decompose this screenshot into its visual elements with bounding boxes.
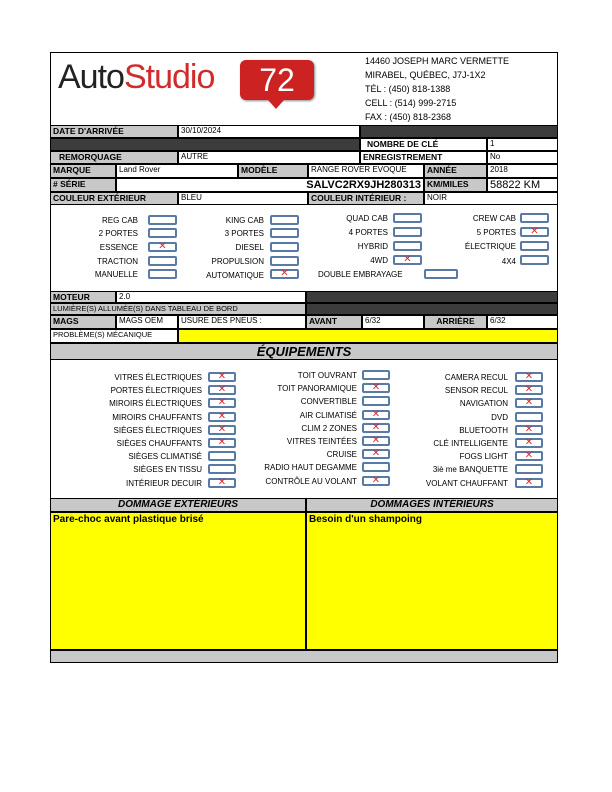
logo-badge-tail	[268, 100, 284, 109]
equipment-checkbox[interactable]	[208, 385, 236, 395]
company-logo	[58, 58, 214, 97]
opt-four-doors: 4 PORTES	[348, 228, 388, 237]
model-value: RANGE ROVER EVOQUE	[308, 164, 424, 178]
checkbox-quad-cab[interactable]	[393, 213, 422, 223]
checkbox-propulsion[interactable]	[270, 256, 299, 266]
equipment-checkbox[interactable]	[515, 425, 543, 435]
equipment-checkbox[interactable]	[208, 478, 236, 488]
phone-tel: TÉL : (450) 818-1388	[365, 84, 451, 94]
checkbox-king-cab[interactable]	[270, 215, 299, 225]
opt-4wd: 4WD	[370, 256, 388, 265]
equipment-checkbox[interactable]	[362, 370, 390, 380]
date-label: DATE D'ARRIVÉE	[50, 125, 178, 138]
check-mark-icon: ✕	[524, 423, 534, 435]
dark-bar-3	[306, 291, 558, 303]
registration-label: ENREGISTREMENT	[360, 151, 487, 164]
footer-bar	[50, 650, 558, 663]
check-mark-icon: ✕	[217, 476, 227, 488]
registration-value: No	[487, 151, 558, 164]
opt-three-doors: 3 PORTES	[224, 229, 264, 238]
checkbox-diesel[interactable]	[270, 242, 299, 252]
equipment-label: CONTRÔLE AU VOLANT	[265, 476, 357, 486]
address-line1: 14460 JOSEPH MARC VERMETTE	[365, 56, 510, 66]
equipment-checkbox[interactable]	[208, 412, 236, 422]
phone-cell: CELL : (514) 999-2715	[365, 98, 457, 108]
front-tire-value: 6/32	[362, 315, 424, 329]
check-mark-icon: ✕	[524, 397, 534, 409]
check-mark-icon: ✕	[403, 254, 412, 265]
opt-gas: ESSENCE	[99, 243, 138, 252]
opt-propulsion: PROPULSION	[211, 257, 264, 266]
keys-value: 1	[487, 138, 558, 151]
check-mark-icon: ✕	[371, 421, 381, 433]
equipment-label: CLIM 2 ZONES	[301, 423, 357, 433]
interior-damage-field[interactable]: Besoin d'un shampoing	[306, 512, 558, 650]
opt-automatic: AUTOMATIQUE	[206, 271, 264, 280]
check-mark-icon: ✕	[217, 384, 227, 396]
equipment-label: MIROIRS CHAUFFANTS	[112, 412, 202, 422]
check-mark-icon: ✕	[217, 437, 227, 448]
int-color-value: NOIR	[424, 192, 558, 205]
mags-label: MAGS	[50, 315, 116, 329]
check-mark-icon: ✕	[217, 410, 227, 422]
dark-bar-4	[306, 303, 558, 315]
mags-value: MAGS OEM	[116, 315, 178, 329]
equipment-checkbox[interactable]	[208, 464, 236, 474]
ext-color-label: COULEUR EXTÉRIEUR	[50, 192, 178, 205]
opt-quad-cab: QUAD CAB	[346, 214, 388, 223]
equipment-label: 3iè me BANQUETTE	[432, 465, 508, 475]
opt-five-doors: 5 PORTES	[476, 228, 516, 237]
equipment-label: SIÈGES CLIMATISÉ	[128, 452, 202, 462]
year-value: 2018	[487, 164, 558, 178]
interior-damage-title: DOMMAGES INTÉRIEURS	[306, 498, 558, 512]
check-mark-icon: ✕	[371, 382, 381, 394]
engine-label: MOTEUR	[50, 291, 116, 303]
phone-fax: FAX : (450) 818-2368	[365, 112, 452, 122]
equipment-label: CONVERTIBLE	[300, 397, 357, 407]
equipment-label: CRUISE	[326, 450, 357, 460]
equipment-label: VITRES TEINTÉES	[286, 437, 357, 446]
equipment-label: NAVIGATION	[459, 399, 508, 409]
equipment-checkbox[interactable]	[362, 462, 390, 472]
equipment-label: FOGS LIGHT	[459, 452, 508, 462]
equipment-checkbox[interactable]	[362, 383, 390, 393]
equipment-label: TOIT OUVRANT	[297, 371, 357, 380]
check-mark-icon: ✕	[371, 448, 381, 460]
checkbox-crew-cab[interactable]	[520, 213, 549, 223]
checkbox-4x4[interactable]	[520, 255, 549, 265]
equipment-label: TOIT PANORAMIQUE	[277, 384, 357, 394]
equipment-checkbox[interactable]	[362, 476, 390, 486]
checkbox-two-doors[interactable]	[148, 228, 177, 238]
opt-electric: ÉLECTRIQUE	[464, 242, 516, 251]
checkbox-4wd[interactable]	[393, 255, 422, 265]
checkbox-traction[interactable]	[148, 256, 177, 266]
equipment-label: CLÉ INTELLIGENTE	[433, 439, 508, 448]
checkbox-double-clutch[interactable]	[424, 269, 458, 279]
opt-hybrid: HYBRID	[357, 242, 388, 251]
exterior-damage-field[interactable]: Pare-choc avant plastique brisé	[50, 512, 306, 650]
check-mark-icon: ✕	[524, 476, 534, 488]
checkbox-electric[interactable]	[520, 241, 549, 251]
km-label: KM/MILES	[424, 178, 487, 192]
year-label: ANNÉE	[424, 164, 487, 178]
front-tire-label: AVANT	[306, 315, 362, 329]
ext-color-value: BLEU	[178, 192, 308, 205]
exterior-damage-title: DOMMAGE EXTÉRIEURS	[50, 498, 306, 512]
equipment-label: VOLANT CHAUFFANT	[425, 478, 508, 488]
equipment-checkbox[interactable]	[362, 436, 390, 446]
logo-studio: Studio	[123, 58, 215, 96]
int-color-label: COULEUR INTÉRIEUR :	[308, 192, 424, 205]
opt-traction: TRACTION	[97, 257, 138, 266]
tire-wear-label: USURE DES PNEUS :	[178, 315, 306, 329]
equipment-checkbox[interactable]	[362, 396, 390, 406]
check-mark-icon: ✕	[524, 450, 534, 462]
check-mark-icon: ✕	[158, 241, 167, 252]
checkbox-automatic[interactable]	[270, 269, 299, 279]
equipment-checkbox[interactable]	[515, 398, 543, 408]
check-mark-icon: ✕	[524, 384, 534, 396]
opt-two-doors: 2 PORTES	[98, 229, 138, 238]
equipment-checkbox[interactable]	[208, 425, 236, 435]
checkbox-five-doors[interactable]	[520, 227, 549, 237]
equipment-checkbox[interactable]	[208, 398, 236, 408]
checkbox-three-doors[interactable]	[270, 228, 299, 238]
opt-diesel: DIESEL	[235, 243, 264, 252]
check-mark-icon: ✕	[217, 397, 227, 409]
equipment-checkbox[interactable]	[362, 449, 390, 459]
engine-value: 2.0	[116, 291, 306, 303]
check-mark-icon: ✕	[280, 268, 289, 279]
equipment-checkbox[interactable]	[362, 423, 390, 433]
make-label: MARQUE	[50, 164, 116, 178]
equipment-label: CAMERA RECUL	[444, 373, 508, 382]
checkbox-manual[interactable]	[148, 269, 177, 279]
check-mark-icon: ✕	[217, 423, 227, 435]
check-mark-icon: ✕	[371, 474, 381, 486]
equipment-label: SENSOR RECUL	[444, 386, 508, 396]
dark-bar-2	[50, 138, 360, 151]
checkbox-reg-cab[interactable]	[148, 215, 177, 225]
mechanical-issues-label: PROBLÈME(S) MÉCANIQUE	[50, 329, 178, 343]
mechanical-issues-field[interactable]	[178, 329, 558, 343]
date-value: 30/10/2024	[178, 125, 360, 138]
equipment-label: SIÈGES CHAUFFANTS	[116, 439, 202, 448]
opt-crew-cab: CREW CAB	[472, 214, 516, 223]
rear-tire-value: 6/32	[487, 315, 558, 329]
trailer-label: REMORQUAGE	[50, 151, 178, 164]
opt-4x4: 4X4	[501, 257, 516, 266]
equipment-label: SIÈGES ÉLECTRIQUES	[113, 425, 202, 435]
logo-number: 72	[259, 62, 295, 98]
check-mark-icon: ✕	[217, 371, 227, 382]
equipment-checkbox[interactable]	[362, 410, 390, 420]
equipment-label: VITRES ÉLECTRIQUES	[114, 373, 202, 382]
equipment-title: ÉQUIPEMENTS	[50, 343, 558, 360]
equipment-checkbox[interactable]	[208, 438, 236, 448]
check-mark-icon: ✕	[530, 226, 539, 237]
rear-tire-label: ARRIÈRE	[424, 315, 487, 329]
model-label: MODÈLE	[238, 164, 308, 178]
equipment-label: AIR CLIMATISÉ	[299, 410, 357, 420]
equipment-label: RADIO HAUT DEGAMME	[264, 463, 357, 473]
km-value: 58822 KM	[487, 178, 558, 192]
equipment-checkbox[interactable]	[208, 451, 236, 461]
equipment-label: INTÉRIEUR DECUIR	[125, 478, 202, 488]
opt-double-clutch: DOUBLE EMBRAYAGE	[318, 270, 403, 279]
check-mark-icon: ✕	[371, 435, 381, 446]
dashboard-lights-label: LUMIÈRE(S) ALLUMÉE(S) DANS TABLEAU DE BORD	[50, 303, 306, 315]
equipment-checkbox[interactable]	[515, 464, 543, 474]
opt-manual: MANUELLE	[94, 270, 138, 279]
check-mark-icon: ✕	[524, 371, 534, 382]
logo-auto: Auto	[58, 58, 124, 96]
serial-label: # SÉRIE	[50, 178, 116, 192]
equipment-checkbox[interactable]	[515, 451, 543, 461]
check-mark-icon: ✕	[371, 408, 381, 420]
opt-king-cab: KING CAB	[225, 216, 264, 225]
equipment-checkbox[interactable]	[515, 385, 543, 395]
equipment-checkbox[interactable]	[515, 478, 543, 488]
checkbox-gas[interactable]	[148, 242, 177, 252]
checkbox-hybrid[interactable]	[393, 241, 422, 251]
make-value: Land Rover	[116, 164, 238, 178]
keys-label: NOMBRE DE CLÉ	[360, 138, 487, 151]
opt-reg-cab: REG CAB	[101, 216, 138, 225]
serial-value: SALVC2RX9JH280313	[116, 178, 424, 192]
checkbox-four-doors[interactable]	[393, 227, 422, 237]
equipment-label: DVD	[491, 412, 508, 422]
dark-bar-1	[360, 125, 558, 138]
equipment-checkbox[interactable]	[515, 412, 543, 422]
equipment-label: MIROIRS ÉLECTRIQUES	[109, 399, 202, 409]
equipment-checkbox[interactable]	[515, 372, 543, 382]
equipment-label: BLUETOOTH	[459, 425, 508, 435]
logo-badge	[240, 60, 314, 100]
address-line2: MIRABEL, QUÉBEC, J7J-1X2	[365, 70, 486, 80]
equipment-label: PORTES ÉLECTRIQUES	[110, 386, 202, 396]
check-mark-icon: ✕	[524, 437, 534, 448]
equipment-label: SIÈGES EN TISSU	[133, 465, 202, 475]
equipment-checkbox[interactable]	[208, 372, 236, 382]
trailer-value: AUTRE	[178, 151, 360, 164]
equipment-checkbox[interactable]	[515, 438, 543, 448]
